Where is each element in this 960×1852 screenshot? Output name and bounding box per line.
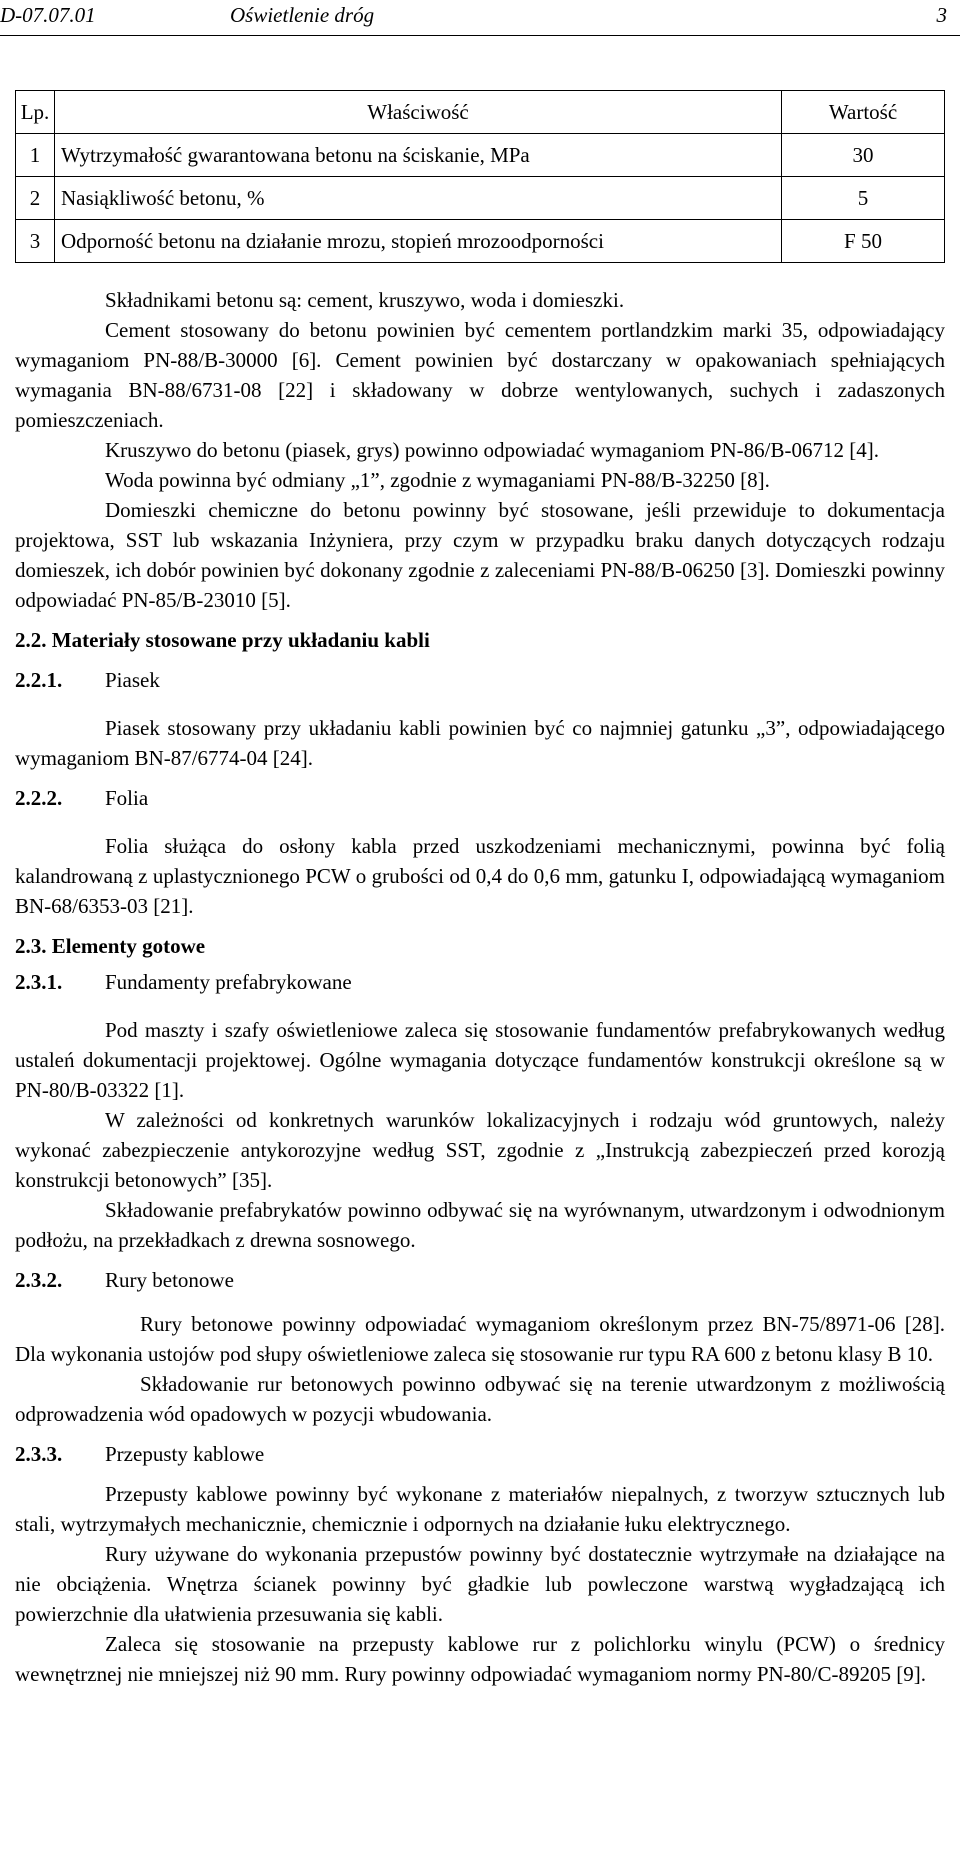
table-cell-lp: 1 bbox=[16, 134, 55, 177]
table-cell-property: Wytrzymałość gwarantowana betonu na ściskanie, MPa bbox=[55, 134, 782, 177]
table-cell-lp: 2 bbox=[16, 177, 55, 220]
paragraph-cement: Cement stosowany do betonu powinien być cementem portlandzkim marki 35, odpowiadający wymaganiom PN-88/B-30000 [6]. Cement powinien być dostarczany w opakowaniach spełniających wymagania BN-88/6731-08 [22] i składowany w dobrze wentylowanych, suchych i zadaszonych pomieszczeniach. bbox=[15, 318, 945, 432]
subsection-number: 2.2.2. bbox=[15, 786, 63, 810]
subsection-title: Folia bbox=[105, 786, 149, 810]
paragraph-ingredients: Składnikami betonu są: cement, kruszywo, woda i domieszki. bbox=[105, 288, 625, 312]
page-header bbox=[0, 0, 960, 30]
paragraph-concrete-pipes: Rury betonowe powinny odpowiadać wymaganiom określonym przez BN-75/8971-06 [28]. Dla wykonania ustojów pod słupy oświetleniowe zaleca się stosowanie rur typu RA 600 z betonu klasy B 10. bbox=[15, 1312, 945, 1366]
subsection-title: Fundamenty prefabrykowane bbox=[105, 970, 352, 994]
paragraph-pvc-ducts: Zaleca się stosowanie na przepusty kablowe rur z polichlorku winylu (PCW) o średnicy wewnętrznej nie mniejszej niż 90 mm. Rury powinny odpowiadać wymaganiom normy PN-80/C-89205 [9]. bbox=[15, 1632, 945, 1686]
paragraph-foundations: Pod maszty i szafy oświetleniowe zaleca się stosowanie fundamentów prefabrykowanych według ustaleń dokumentacji projektowej. Ogólne wymagania dotyczące fundamentów konstrukcji określone są w PN-80/B-03322 [1]. bbox=[15, 1018, 945, 1102]
table-cell-property: Nasiąkliwość betonu, % bbox=[55, 177, 782, 220]
subsection-title: Piasek bbox=[105, 668, 160, 692]
paragraph-water: Woda powinna być odmiany „1”, zgodnie z wymaganiami PN-88/B-32250 [8]. bbox=[105, 468, 770, 492]
subsection-number: 2.3.3. bbox=[15, 1442, 63, 1466]
header-code: D-07.07.01 bbox=[0, 3, 96, 27]
paragraph-aggregate: Kruszywo do betonu (piasek, grys) powinno odpowiadać wymaganiom PN-86/B-06712 [4]. bbox=[105, 438, 879, 462]
subsection-heading-2-3-1 bbox=[15, 967, 945, 997]
table-row bbox=[16, 177, 945, 220]
subsection-heading-2-3-2 bbox=[15, 1265, 945, 1295]
subsection-title: Przepusty kablowe bbox=[105, 1442, 265, 1466]
document-body bbox=[15, 285, 945, 1689]
table-cell-value: F 50 bbox=[782, 220, 945, 263]
table-cell-value: 5 bbox=[782, 177, 945, 220]
subsection-number: 2.3.1. bbox=[15, 970, 63, 994]
table-row bbox=[16, 220, 945, 263]
properties-table bbox=[15, 90, 945, 263]
section-number: 2.3. bbox=[15, 934, 47, 958]
section-heading-2-2 bbox=[15, 625, 945, 655]
subsection-number: 2.3.2. bbox=[15, 1268, 63, 1292]
paragraph-duct-strength: Rury używane do wykonania przepustów powinny być dostatecznie wytrzymałe na działające na nie obciążenia. Wnętrza ścianek powinny być gładkie lub powleczone warstwą wygładzającą ich powierzchnie dla ułatwienia przesuwania się kabli. bbox=[15, 1542, 945, 1626]
section-heading-2-3 bbox=[15, 931, 945, 961]
table-cell-property: Odporność betonu na działanie mrozu, stopień mrozoodporności bbox=[55, 220, 782, 263]
section-number: 2.2. bbox=[15, 628, 47, 652]
paragraph-cable-ducts: Przepusty kablowe powinny być wykonane z materiałów niepalnych, z tworzyw sztucznych lub stali, wytrzymałych mechanicznie, chemicznie i odpornych na działanie łuku elektrycznego. bbox=[15, 1482, 945, 1536]
section-title: Elementy gotowe bbox=[51, 934, 206, 958]
header-cell-value: Wartość bbox=[782, 91, 945, 134]
paragraph-storage-prefab: Składowanie prefabrykatów powinno odbywać się na wyrównanym, utwardzonym i odwodnionym podłożu, na przekładkach z drewna sosnowego. bbox=[15, 1198, 945, 1252]
header-page-number: 3 bbox=[936, 3, 947, 27]
subsection-number: 2.2.1. bbox=[15, 668, 63, 692]
header-cell-property: Właściwość bbox=[55, 91, 782, 134]
paragraph-admixtures: Domieszki chemiczne do betonu powinny być stosowane, jeśli przewiduje to dokumentacja projektowa, SST lub wskazania Inżyniera, przy czym w przypadku braku danych dotyczących rodzaju domieszek, ich dobór powinien być dokonany zgodnie z zaleceniami PN-88/B-06250 [3]. Domieszki powinny odpowiadać PN-85/B-23010 [5]. bbox=[15, 498, 945, 612]
subsection-heading-2-2-1 bbox=[15, 665, 945, 695]
section-title: Materiały stosowane przy układaniu kabli bbox=[51, 628, 430, 652]
paragraph-foil: Folia służąca do osłony kabla przed uszkodzeniami mechanicznymi, powinna być folią kalandrowaną z uplastycznionego PCW o grubości od 0,4 do 0,6 mm, gatunku I, odpowiadającą wymaganiom BN-68/6353-03 [21]. bbox=[15, 834, 945, 918]
subsection-heading-2-2-2 bbox=[15, 783, 945, 813]
paragraph-sand: Piasek stosowany przy układaniu kabli powinien być co najmniej gatunku „3”, odpowiadającego wymaganiom BN-87/6774-04 [24]. bbox=[15, 716, 945, 770]
paragraph-corrosion: W zależności od konkretnych warunków lokalizacyjnych i rodzaju wód gruntowych, należy wykonać zabezpieczenie antykorozyjne według SST, zgodnie z „Instrukcją zabezpieczeń przed korozją konstrukcji betonowych” [35]. bbox=[15, 1108, 945, 1192]
paragraph-storage-pipes: Składowanie rur betonowych powinno odbywać się na terenie utwardzonym z możliwością odprowadzenia wód opadowych w pozycji wbudowania. bbox=[15, 1372, 945, 1426]
header-rule bbox=[0, 35, 960, 36]
table-cell-value: 30 bbox=[782, 134, 945, 177]
table-header-row bbox=[16, 91, 945, 134]
table-row bbox=[16, 134, 945, 177]
header-title: Oświetlenie dróg bbox=[230, 3, 375, 27]
header-cell-lp: Lp. bbox=[16, 91, 55, 134]
subsection-title: Rury betonowe bbox=[105, 1268, 234, 1292]
table-cell-lp: 3 bbox=[16, 220, 55, 263]
subsection-heading-2-3-3 bbox=[15, 1439, 945, 1469]
